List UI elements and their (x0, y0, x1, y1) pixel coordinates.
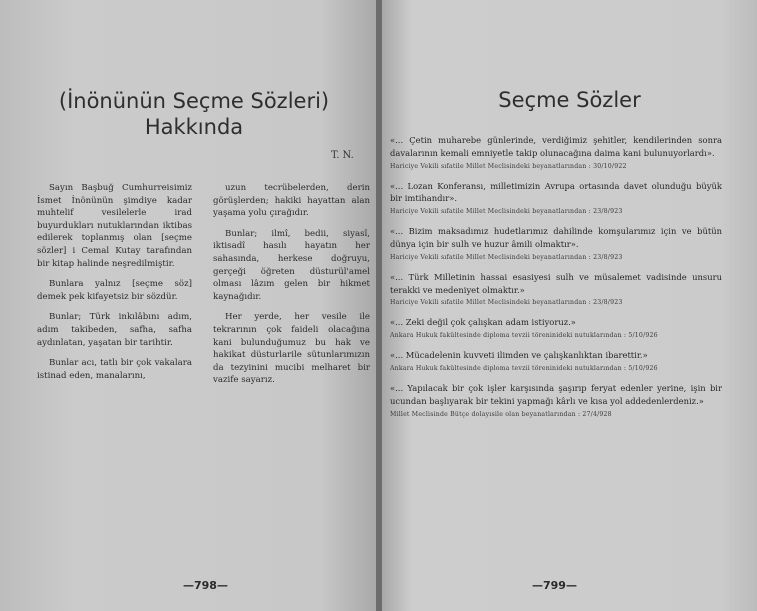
quote-item (390, 180, 722, 218)
left-title-line1: (İnönünün Seçme Sözleri) (58, 89, 330, 113)
left-column-1 (37, 182, 192, 390)
right-page (382, 0, 757, 611)
quote-text: «... Bizim maksadımız hudetlarımız dahilinde komşularımız için ve bütün dünya için bir sulh ve huzur âmili olmaktır». (390, 226, 722, 249)
paragraph: Her yerde, her vesile ile tekrarının çok faideli olacağına kani bulunduğumuz bu hak ve hakikat düsturlarile sütunlarımızın da tezyinini mucibi melharet bir vazife sayarız. (213, 312, 370, 386)
quote-item (390, 316, 722, 341)
quote-item (390, 349, 722, 374)
page-number-left: —798— (183, 579, 228, 592)
quote-source: Ankara Hukuk fakültesinde diploma tevzii töreninideki nutuklarından : 5/10/926 (390, 332, 658, 340)
quote-source: Ankara Hukuk fakültesinde diploma tevzii töreninideki nutuklarından : 5/10/926 (390, 364, 658, 372)
left-page (0, 0, 376, 611)
paragraph: uzun tecrübelerden, derin görüşlerden; hakiki hayattan alan yaşama yolu çırağıdır. (213, 183, 370, 219)
quote-text: «... Mücadelenin kuvveti ilimden ve çalışkanlıktan ibarettir.» (390, 350, 648, 361)
paragraph: Bunlar; Türk inkılâbını adım, adım takibeden, safha, safha aydınlatan, yaşatan bir tarihtir. (37, 312, 192, 348)
quote-source: Hariciye Vekili sıfatile Millet Meclisindeki beyanatlarından : 30/10/922 (390, 162, 627, 170)
quote-item (390, 382, 722, 420)
quote-text: «... Zeki değil çok çalışkan adam istiyoruz.» (390, 317, 576, 328)
paragraph: Sayın Başbuğ Cumhurreisimiz İsmet İnönünün şimdiye kadar muhtelif vesilelerle irad buyurdukları nutuklarından iktibas edilerek toplanmış olan [seçme sözler] i Cemal Kutay tarafından bir kitap halinde neşredilmiştir. (37, 183, 192, 269)
signature: T. N. (331, 150, 354, 161)
quote-source: Hariciye Vekili sıfatile Millet Meclisindeki beyanatlarından : 23/8/923 (390, 208, 623, 216)
quote-text: «... Çetin muharebe günlerinde, verdiğimiz şehitler, kendilerinden sonra davalarının kemali emniyetle takip olunacağına daima kani bulunuyorlardı». (390, 135, 722, 158)
quote-item (390, 271, 722, 309)
quote-item (390, 225, 722, 263)
paragraph: Bunlar; ilmî, bedii, siyasî, iktisadî hasılı hayatın her sahasında, herkese doğruyu, gerçeği öğreten düsturül'amel olması lâzım gelen bir hikmet kaynağıdır. (213, 228, 370, 302)
quote-item (390, 134, 722, 172)
quotes-list (390, 134, 722, 428)
quote-source: Hariciye Vekili sıfatile Millet Meclisindeki beyanatlarından : 23/8/923 (390, 253, 623, 261)
left-column-2 (213, 182, 370, 395)
left-title-line2: Hakkında (144, 115, 244, 139)
quote-source: Hariciye Vekili sıfatile Millet Meclisindeki beyanatlarından : 23/8/923 (390, 299, 623, 307)
right-title: Seçme Sözler (498, 88, 641, 112)
page-number-right: —799— (532, 579, 577, 592)
quote-text: «... Yapılacak bir çok işler karşısında şaşırıp feryat edenler yerine, işin bir ucundan başlıyarak bir tekini yapmağı kârlı ve kısa yol addedenlerdeniz.» (390, 382, 722, 406)
paragraph: Bunlar acı, tatlı bir çok vakalara istinad eden, manalarını, (37, 358, 192, 381)
quote-source: Millet Meclisinde Bütçe dolayısile olan beyanatlarından : 27/4/928 (390, 410, 612, 418)
quote-text: «... Lozan Konferansı, milletimizin Avrupa ortasında davet olunduğu büyük bir imtihandır». (390, 180, 722, 204)
paragraph: Bunlara yalnız [seçme söz] demek pek kifayetsiz bir sözdür. (37, 279, 192, 302)
quote-text: «... Türk Milletinin hassai esasiyesi sulh ve müsalemet vadisinde unsuru terakki ve medeniyet olmaktır.» (390, 271, 722, 295)
